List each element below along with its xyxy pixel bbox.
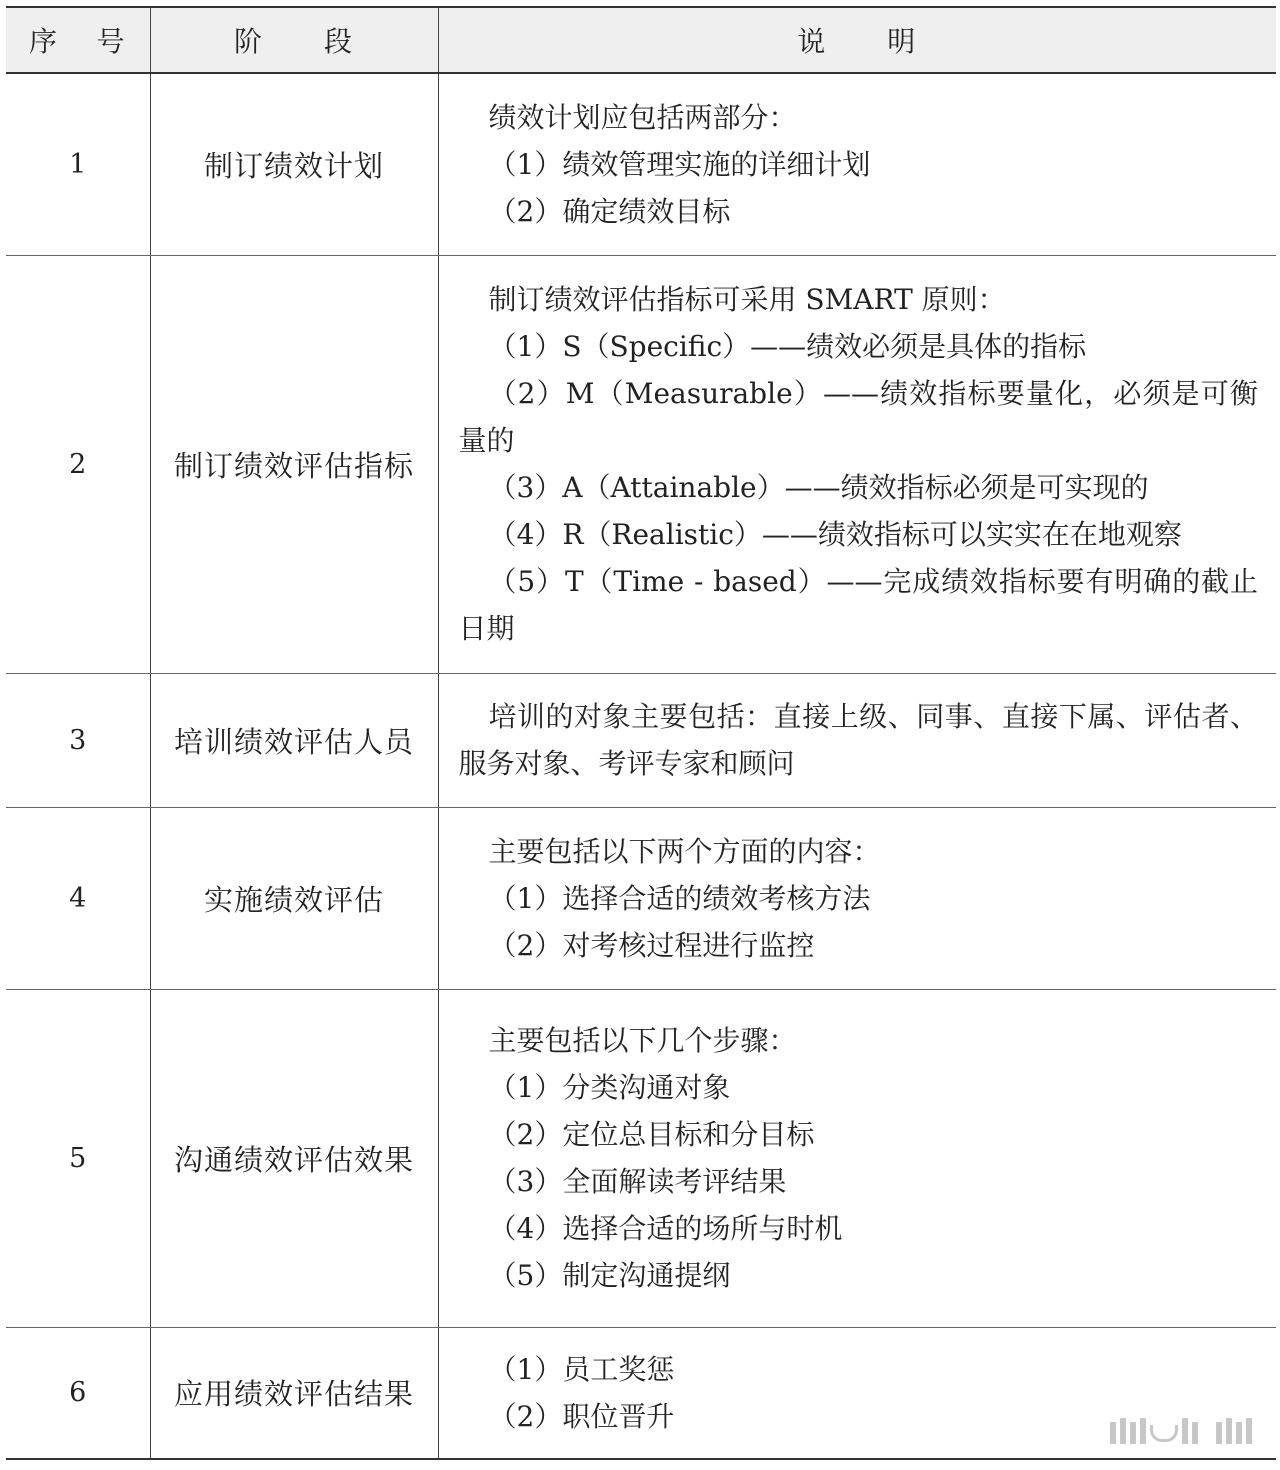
description-line: （1）分类沟通对象 <box>488 1071 731 1104</box>
header-number: 序 号 <box>6 7 150 73</box>
table-row <box>6 73 1276 255</box>
description-line: （2）确定绩效目标 <box>488 194 731 228</box>
description-line: （2）M（Measurable）——绩效指标要量化，必须是可衡量的 <box>458 377 1258 457</box>
row-number: 3 <box>6 673 150 807</box>
description-line: 培训的对象主要包括：直接上级、同事、直接下属、评估者、服务对象、考评专家和顾问 <box>458 700 1258 780</box>
row-stage: 制订绩效计划 <box>150 73 438 255</box>
row-number: 4 <box>6 807 150 989</box>
table-row <box>6 989 1276 1327</box>
description-line: （5）制定沟通提纲 <box>488 1259 731 1292</box>
description-line: 制订绩效评估指标可采用 SMART 原则： <box>488 283 1006 316</box>
row-description <box>438 673 1276 807</box>
row-stage: 制订绩效评估指标 <box>150 255 438 673</box>
description-line: （2）定位总目标和分目标 <box>488 1118 815 1151</box>
description-line: （5）T（Time - based）——完成绩效指标要有明确的截止日期 <box>458 565 1258 645</box>
description-line: （1）S（Specific）——绩效必须是具体的指标 <box>488 330 1087 363</box>
row-stage: 应用绩效评估结果 <box>150 1327 438 1459</box>
row-description <box>438 73 1276 255</box>
description-line: 主要包括以下两个方面的内容： <box>488 834 881 868</box>
description-line: （2）对考核过程进行监控 <box>488 928 815 962</box>
row-description <box>438 255 1276 673</box>
table-row <box>6 807 1276 989</box>
table-row <box>6 1327 1276 1459</box>
performance-stages-table <box>6 6 1276 1460</box>
table-header-row <box>6 7 1276 73</box>
row-description <box>438 807 1276 989</box>
description-line: （3）A（Attainable）——绩效指标必须是可实现的 <box>488 471 1149 504</box>
table-row <box>6 255 1276 673</box>
row-number: 5 <box>6 989 150 1327</box>
row-stage: 实施绩效评估 <box>150 807 438 989</box>
description-line: （1）选择合适的绩效考核方法 <box>488 881 871 915</box>
description-line: （1）绩效管理实施的详细计划 <box>488 147 871 181</box>
description-line: （1）员工奖惩 <box>488 1352 675 1386</box>
description-line: （3）全面解读考评结果 <box>488 1165 787 1198</box>
description-line: （2）职位晋升 <box>488 1399 675 1433</box>
row-number: 6 <box>6 1327 150 1459</box>
row-description <box>438 989 1276 1327</box>
header-stage: 阶 段 <box>150 7 438 73</box>
table-row <box>6 673 1276 807</box>
description-line: 主要包括以下几个步骤： <box>488 1024 797 1057</box>
row-stage: 沟通绩效评估效果 <box>150 989 438 1327</box>
row-number: 2 <box>6 255 150 673</box>
description-line: 绩效计划应包括两部分： <box>488 100 797 134</box>
description-line: （4）选择合适的场所与时机 <box>488 1212 843 1245</box>
bars-watermark-icon <box>1110 1418 1252 1444</box>
header-description: 说 明 <box>438 7 1276 73</box>
row-stage: 培训绩效评估人员 <box>150 673 438 807</box>
row-number: 1 <box>6 73 150 255</box>
description-line: （4）R（Realistic）——绩效指标可以实实在在地观察 <box>488 518 1182 551</box>
